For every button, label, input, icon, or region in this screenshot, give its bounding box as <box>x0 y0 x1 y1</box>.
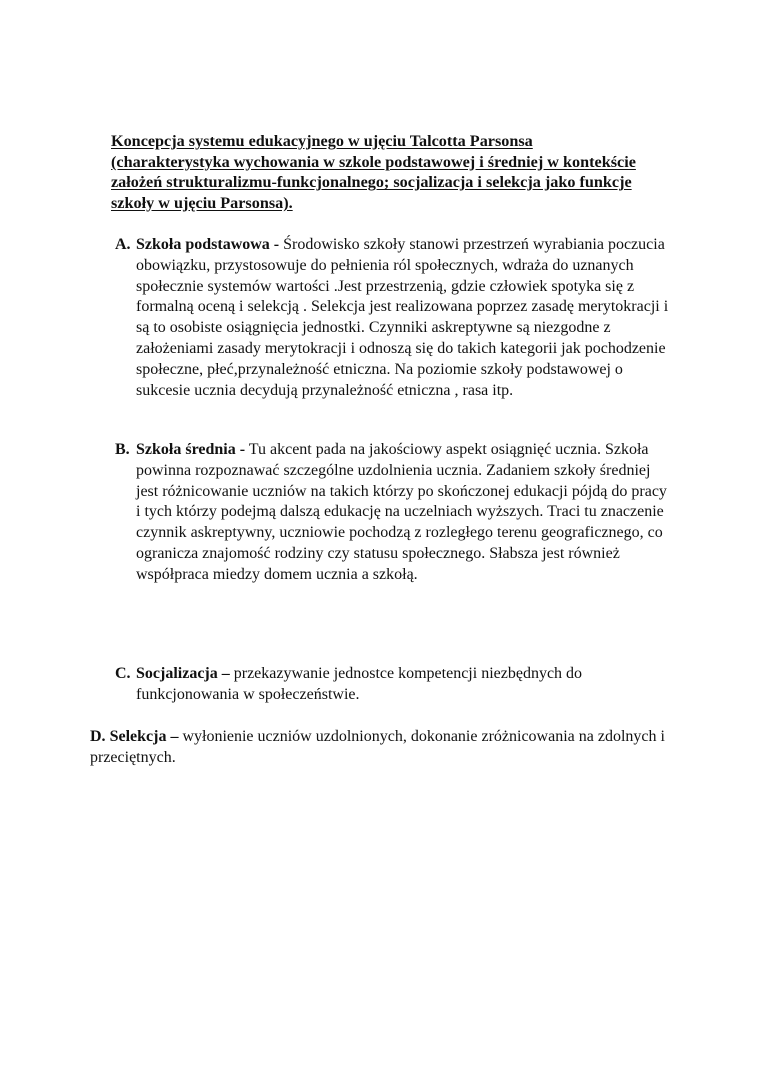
section-text: przekazywanie jednostce kompetencji niezbędnych do funkcjonowania w społeczeństwie. <box>136 665 583 703</box>
section-letter: B. <box>115 441 130 458</box>
document-title: Koncepcja systemu edukacyjnego w ujęciu Talcotta Parsonsa (charakterystyka wychowania w szkole podstawowej i średniej w kontekście założeń strukturalizmu-funkcjonalnego; socjalizacja i selekcja jako funkcje szkoły w ujęciu Parsonsa). <box>111 132 636 212</box>
section-letter: A. <box>115 236 131 253</box>
section-secondary-school <box>111 440 671 586</box>
section-socialization <box>111 664 671 706</box>
section-body <box>136 440 671 586</box>
section-text: Tu akcent pada na jakościowy aspekt osiągnięć ucznia. Szkoła powinna rozpoznawać szczególne uzdolnienia ucznia. Zadaniem szkoły średniej jest różnicowanie uczniów na takich którzy po skończonej edukacji pójdą do pracy i tych którzy podejmą dalszą edukację na uczelniach wyższych. Traci tu znaczenie czynnik askreptywny, uczniowie pochodzą z rozległego terenu geograficznego, co ogranicza znajomość rodziny czy statusu społecznego. Słabsza jest również współpraca miedzy domem ucznia a szkołą. <box>136 441 667 583</box>
section-letter: D. <box>90 728 106 745</box>
section-heading: Socjalizacja – <box>136 665 230 682</box>
section-text: wyłonienie uczniów uzdolnionych, dokonanie zróżnicowania na zdolnych i przeciętnych. <box>90 728 665 766</box>
section-heading: Szkoła średnia - <box>136 441 246 458</box>
section-primary-school <box>111 235 671 401</box>
section-body <box>136 235 671 401</box>
section-heading: Selekcja – <box>109 728 179 745</box>
section-letter: C. <box>115 665 131 682</box>
section-heading: Szkoła podstawowa - <box>136 236 280 253</box>
section-body <box>136 664 671 706</box>
section-text: Środowisko szkoły stanowi przestrzeń wyrabiania poczucia obowiązku, przystosowuje do pełnienia ról społecznych, wdraża do uznanych społecznie systemów wartości .Jest przestrzenią, gdzie człowiek spotyka się z formalną oceną i selekcją . Selekcja jest realizowana poprzez zasadę merytokracji i są to osobiste osiągnięcia jednostki. Czynniki askreptywne są niezgodne z założeniami zasady merytokracji i odnoszą się do takich kategorii jak pochodzenie społeczne, płeć,przynależność etniczna. Na poziomie szkoły podstawowej o sukcesie ucznia decydują przynależność etniczna , rasa itp. <box>136 236 669 399</box>
section-selection <box>90 726 665 768</box>
